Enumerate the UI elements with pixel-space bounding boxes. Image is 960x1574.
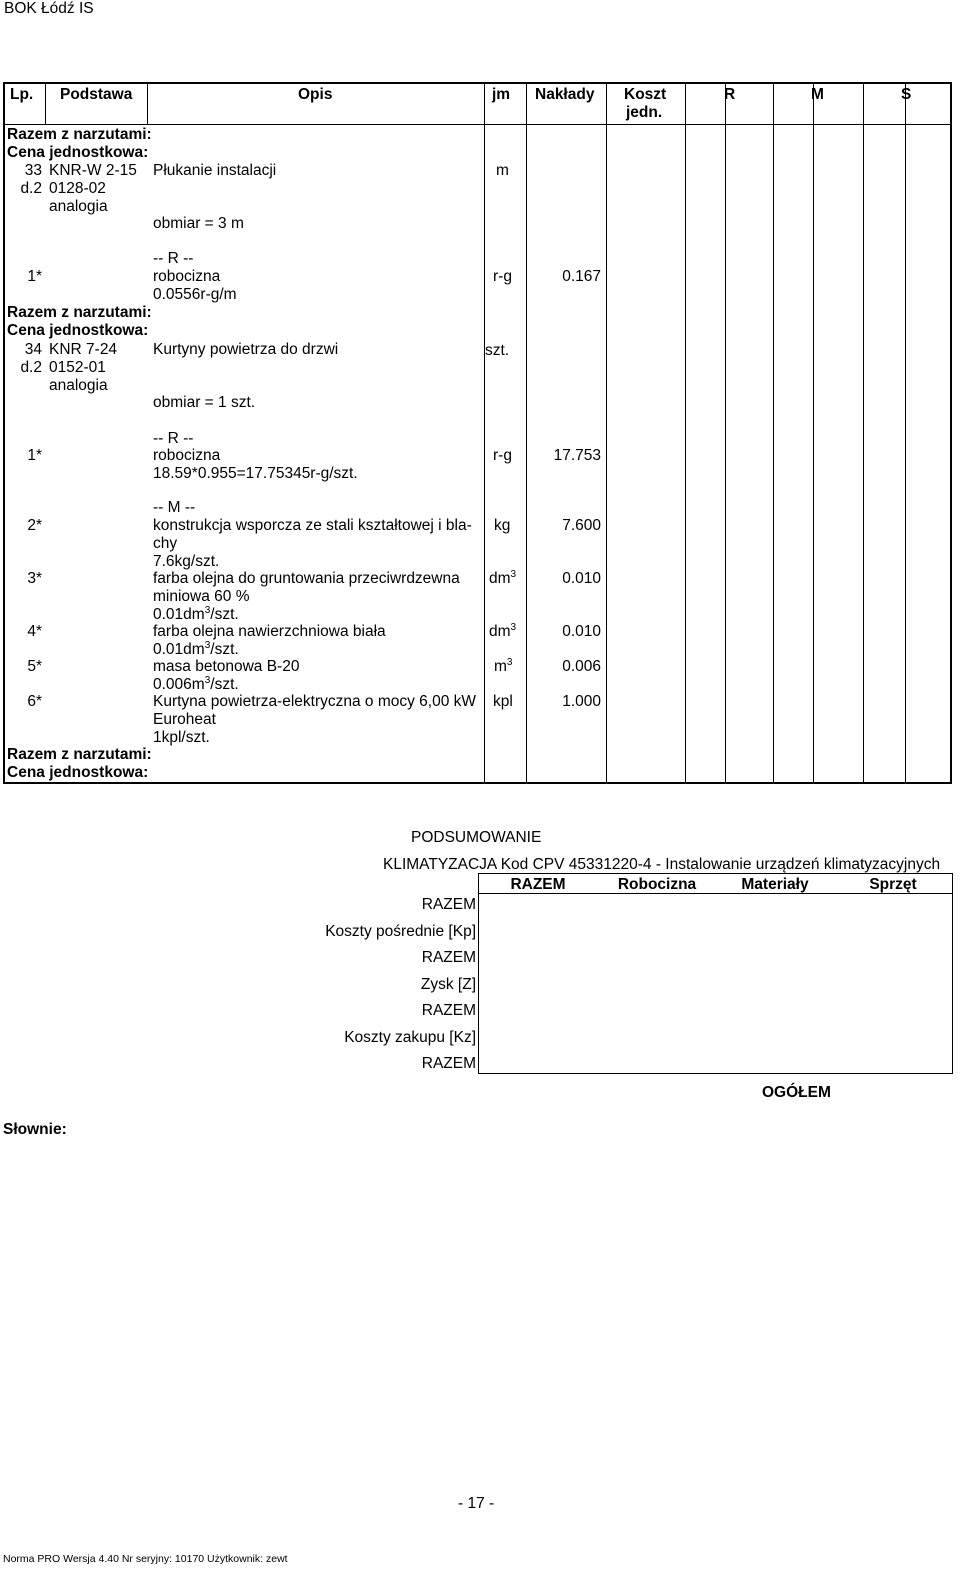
table-right-border	[950, 82, 952, 784]
summary-top-border	[478, 873, 953, 874]
col-header-s: S	[901, 86, 912, 103]
header-separator	[3, 124, 952, 125]
resource-norm-tail: /szt.	[210, 606, 239, 623]
resource-name: Kurtyna powietrza-elektryczna o mocy 6,00 kW	[153, 693, 477, 710]
item-description: Płukanie instalacji	[153, 162, 277, 179]
slownie-label: Słownie:	[3, 1121, 67, 1138]
col-sep	[484, 82, 485, 782]
item-obmiar: obmiar = 3 m	[153, 215, 244, 232]
razem-label: Razem z narzutami:	[7, 126, 152, 143]
razem-label: Razem z narzutami:	[7, 746, 152, 763]
col-header-podstawa: Podstawa	[60, 86, 133, 103]
summary-col-sprzet: Sprzęt	[869, 876, 917, 893]
resource-unit	[494, 658, 512, 675]
col-sep	[813, 82, 814, 782]
resource-lp: 3*	[27, 570, 42, 587]
resource-norm-tail: /szt.	[210, 641, 239, 658]
resource-lp: 5*	[27, 658, 42, 675]
col-sep	[526, 82, 527, 782]
col-sep	[606, 82, 607, 782]
resource-naklad: 7.600	[562, 517, 601, 534]
summary-row-label: Koszty pośrednie [Kp]	[325, 923, 476, 940]
resource-lp: 4*	[27, 623, 42, 640]
resource-norm: 18.59*0.955=17.75345r-g/szt.	[153, 465, 358, 482]
cena-label: Cena jednostkowa:	[7, 144, 149, 161]
summary-row-label: Koszty zakupu [Kz]	[344, 1029, 476, 1046]
resource-norm-value: 0.01dm	[153, 641, 205, 658]
resource-name: miniowa 60 %	[153, 588, 250, 605]
summary-subtitle: KLIMATYZACJA Kod CPV 45331220-4 - Instalowanie urządzeń klimatyzacyjnych	[383, 856, 941, 873]
cena-label: Cena jednostkowa:	[7, 764, 149, 781]
resource-name: chy	[153, 535, 178, 552]
resource-unit: kg	[494, 517, 511, 534]
resource-norm: 0.0556r-g/m	[153, 286, 237, 303]
resource-lp: 1*	[27, 447, 42, 464]
col-header-opis: Opis	[298, 86, 333, 103]
summary-col-razem: RAZEM	[510, 876, 566, 893]
resource-kind: -- R --	[153, 250, 194, 267]
col-sep	[905, 82, 906, 782]
summary-row-label: Zysk [Z]	[420, 976, 476, 993]
summary-col-robocizna: Robocizna	[617, 876, 697, 893]
col-header-naklady: Nakłady	[535, 86, 595, 103]
resource-naklad: 1.000	[562, 693, 601, 710]
col-header-koszt: Koszt	[624, 86, 667, 103]
table-top-border	[3, 82, 952, 84]
resource-norm	[153, 606, 239, 623]
resource-name: robocizna	[153, 268, 221, 285]
resource-naklad: 17.753	[553, 447, 601, 464]
superscript: 3	[204, 605, 211, 616]
col-sep	[863, 82, 864, 782]
item-podstawa: KNR 7-24	[49, 341, 118, 358]
summary-total-label: OGÓŁEM	[762, 1084, 831, 1101]
resource-unit-value: m	[494, 658, 507, 675]
resource-norm-value: 0.01dm	[153, 606, 205, 623]
col-sep	[773, 82, 774, 782]
summary-col-materialy: Materiały	[741, 876, 809, 893]
resource-name: farba olejna nawierzchniowa biała	[153, 623, 386, 640]
col-header-m: M	[811, 86, 824, 103]
resource-lp: 1*	[27, 268, 42, 285]
item-number-sub: d.2	[20, 359, 42, 376]
summary-left-border	[478, 873, 479, 1074]
resource-unit-value: dm	[489, 623, 511, 640]
summary-right-border	[952, 873, 953, 1074]
table-bottom-border	[3, 782, 952, 784]
resource-norm-value: 0.006m	[153, 676, 205, 693]
resource-norm	[153, 676, 239, 693]
col-sep	[725, 82, 726, 782]
col-sep	[685, 82, 686, 782]
col-header-lp: Lp.	[10, 86, 34, 103]
summary-title: PODSUMOWANIE	[411, 829, 542, 846]
resource-naklad: 0.010	[562, 623, 601, 640]
item-unit: m	[496, 162, 509, 179]
item-podstawa: analogia	[49, 198, 108, 215]
resource-unit: r-g	[493, 447, 512, 464]
summary-row-label: RAZEM	[421, 1055, 476, 1072]
resource-unit	[489, 570, 516, 587]
resource-kind: -- M --	[153, 499, 196, 516]
resource-naklad: 0.010	[562, 570, 601, 587]
item-podstawa: KNR-W 2-15	[49, 162, 137, 179]
resource-norm: 1kpl/szt.	[153, 729, 210, 746]
document-header-title: BOK Łódź IS	[4, 0, 94, 17]
superscript: 3	[204, 675, 211, 686]
item-podstawa: analogia	[49, 377, 108, 394]
resource-naklad: 0.006	[562, 658, 601, 675]
summary-row-label: RAZEM	[421, 896, 476, 913]
resource-unit-value: dm	[489, 570, 511, 587]
col-header-jm: jm	[492, 86, 511, 103]
resource-naklad: 0.167	[562, 268, 601, 285]
item-podstawa: 0152-01	[49, 359, 106, 376]
cena-label: Cena jednostkowa:	[7, 322, 149, 339]
item-description: Kurtyny powietrza do drzwi	[153, 341, 339, 358]
item-number-sub: d.2	[20, 180, 42, 197]
resource-lp: 2*	[27, 517, 42, 534]
col-sep	[147, 82, 148, 125]
col-header-koszt-jedn: jedn.	[626, 104, 663, 121]
resource-name: konstrukcja wsporcza ze stali kształtowej i bla-	[153, 517, 472, 534]
resource-unit: kpl	[493, 693, 513, 710]
item-podstawa: 0128-02	[49, 180, 106, 197]
summary-row-label: RAZEM	[421, 1002, 476, 1019]
page-number: - 17 -	[458, 1495, 495, 1512]
razem-label: Razem z narzutami:	[7, 304, 152, 321]
resource-name: Euroheat	[153, 711, 216, 728]
resource-norm: 7.6kg/szt.	[153, 553, 220, 570]
item-number: 33	[24, 162, 42, 179]
superscript: 3	[506, 657, 513, 668]
summary-row-label: RAZEM	[421, 949, 476, 966]
resource-lp: 6*	[27, 693, 42, 710]
resource-name: robocizna	[153, 447, 221, 464]
footer-text: Norma PRO Wersja 4.40 Nr seryjny: 10170 Użytkownik: zewt	[3, 1553, 288, 1565]
col-header-r: R	[724, 86, 736, 103]
resource-name: farba olejna do gruntowania przeciwrdzewna	[153, 570, 460, 587]
summary-header-separator	[478, 893, 953, 894]
superscript: 3	[510, 622, 517, 633]
resource-norm-tail: /szt.	[210, 676, 239, 693]
resource-unit	[489, 623, 516, 640]
superscript: 3	[510, 569, 517, 580]
resource-kind: -- R --	[153, 430, 194, 447]
resource-unit: r-g	[493, 268, 512, 285]
superscript: 3	[204, 640, 211, 651]
resource-name: masa betonowa B-20	[153, 658, 300, 675]
resource-norm	[153, 641, 239, 658]
item-unit: szt.	[485, 342, 510, 359]
item-number: 34	[24, 341, 42, 358]
summary-bottom-border	[478, 1073, 953, 1074]
item-obmiar: obmiar = 1 szt.	[153, 394, 256, 411]
col-sep	[45, 82, 46, 125]
